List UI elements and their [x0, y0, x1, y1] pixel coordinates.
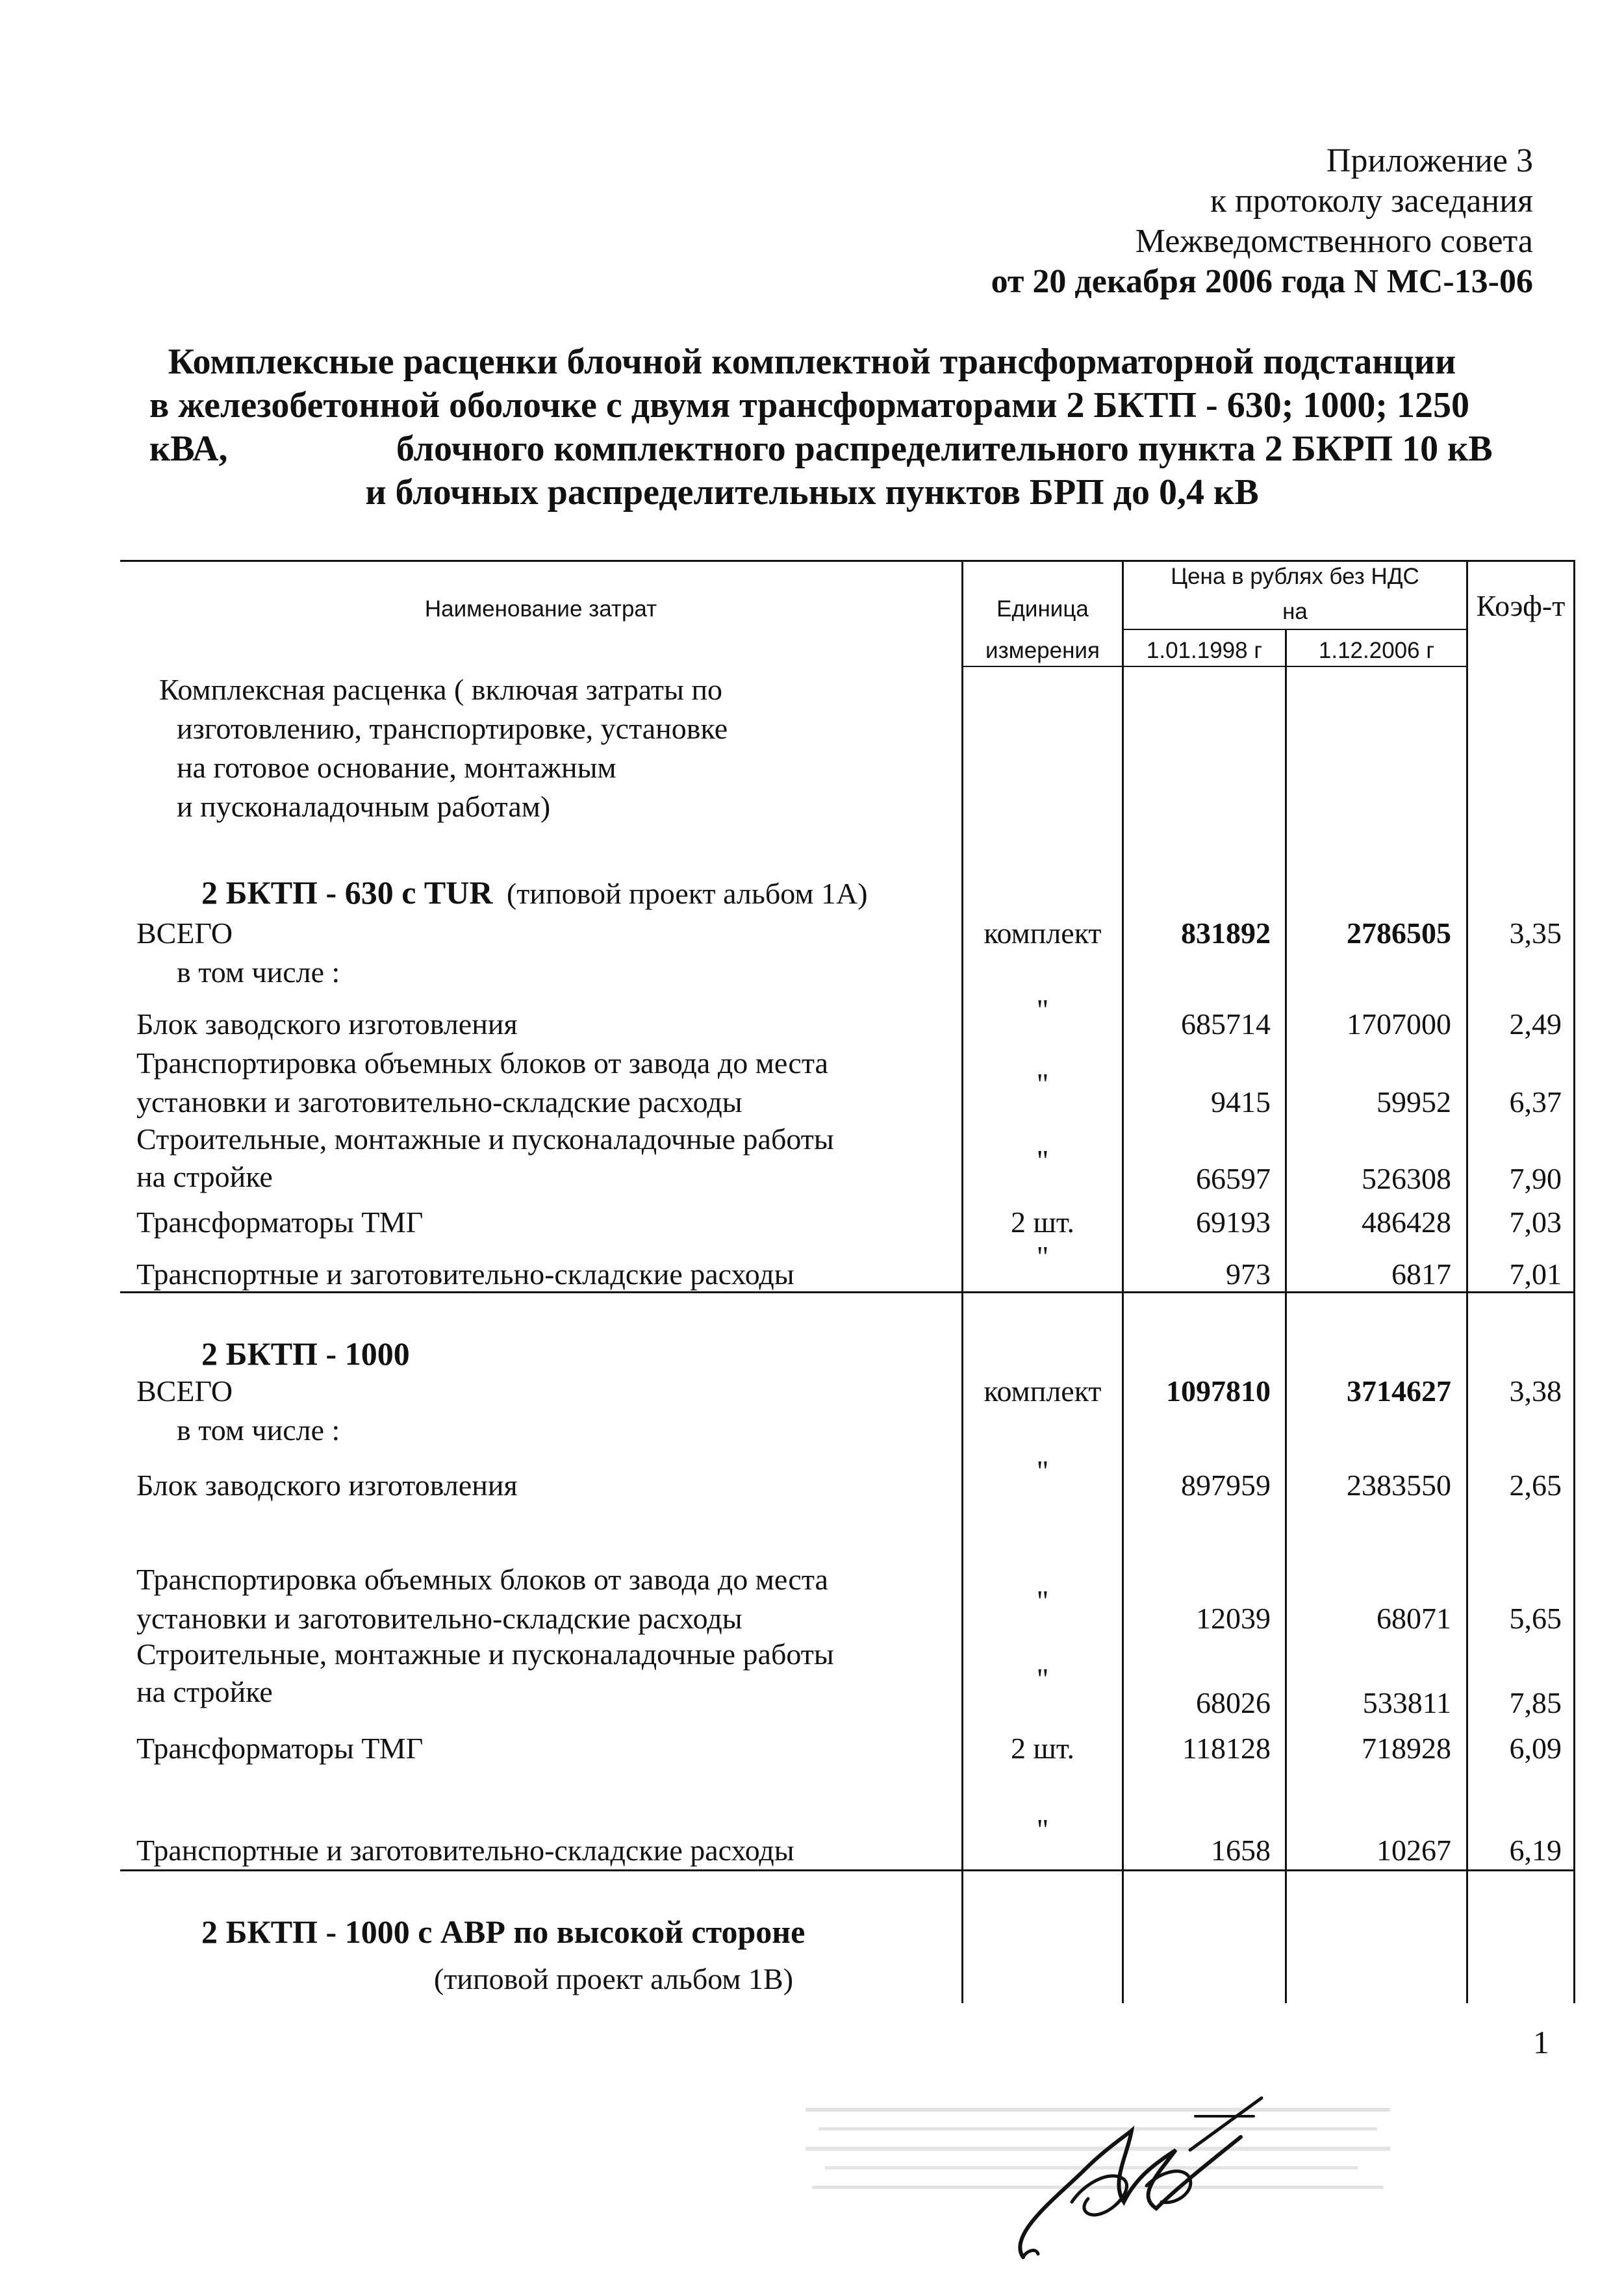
header-price-line1: Цена в рублях без НДС: [1171, 564, 1419, 589]
s2-row5-p2006: 10267: [1377, 1834, 1451, 1867]
s2-row1-unit: ": [1036, 1454, 1049, 1487]
header-price-line2: на: [1282, 599, 1308, 624]
section1-total-p1998: 831892: [1181, 917, 1271, 950]
s1-row1-unit: ": [1036, 993, 1049, 1026]
s2-row4-coef: 6,09: [1509, 1732, 1562, 1765]
s2-row3-name-line1: Строительные, монтажные и пусконаладочные работы: [136, 1638, 834, 1671]
s1-row4-p2006: 486428: [1362, 1206, 1451, 1239]
s2-row2-name-line2: установки и заготовительно-складские расходы: [136, 1602, 742, 1635]
section2-total-p1998: 1097810: [1166, 1374, 1271, 1408]
s2-row5-unit: ": [1036, 1813, 1049, 1846]
s1-row4-coef: 7,03: [1509, 1206, 1562, 1239]
s2-row2-coef: 5,65: [1509, 1602, 1562, 1635]
intro-line-2: изготовлению, транспортировке, установке: [177, 712, 728, 745]
page-number: 1: [1533, 2024, 1549, 2060]
header-name: Наименование затрат: [424, 596, 657, 622]
intro-line-3: на готовое основание, монтажным: [177, 751, 616, 784]
s2-row5-coef: 6,19: [1509, 1834, 1562, 1867]
s1-row5-name: Транспортные и заготовительно-складские расходы: [136, 1258, 794, 1291]
s2-row1-coef: 2,65: [1509, 1469, 1562, 1502]
table-top-border: [120, 560, 1575, 562]
s2-row1-p1998: 897959: [1181, 1469, 1271, 1502]
header-date-2006: 1.12.2006 г: [1318, 638, 1435, 663]
appendix-line-4: от 20 декабря 2006 года N МС-13-06: [991, 263, 1533, 300]
section2-total-p2006: 3714627: [1347, 1374, 1451, 1408]
s2-row4-p2006: 718928: [1362, 1732, 1451, 1765]
section3-subtitle: (типовой проект альбом 1В): [434, 1962, 794, 1995]
s1-row1-p1998: 685714: [1181, 1007, 1271, 1041]
title-line-2: в железобетонной оболочке с двумя трансформаторами 2 БКТП - 630; 1000; 1250: [149, 385, 1469, 425]
s2-row3-name-line2: на стройке: [136, 1675, 273, 1708]
s1-row2-name-line2: установки и заготовительно-складские расходы: [136, 1085, 742, 1119]
section1-heading: [201, 874, 868, 911]
section1-incl: в том числе :: [177, 955, 340, 989]
section2-incl: в том числе :: [177, 1413, 340, 1447]
title-line-3b: блочного комплектного распределительного пункта 2 БКРП 10 кВ: [396, 429, 1493, 469]
section2-total-coef: 3,38: [1509, 1374, 1562, 1408]
title-line-4: и блочных распределительных пунктов БРП до 0,4 кВ: [365, 472, 1259, 512]
s1-row2-p1998: 9415: [1211, 1085, 1271, 1119]
section1-subtitle: (типовой проект альбом 1А): [506, 877, 868, 910]
s1-row5-coef: 7,01: [1509, 1258, 1562, 1291]
s2-row5-name: Транспортные и заготовительно-складские расходы: [136, 1834, 794, 1867]
s2-row4-name: Трансформаторы ТМГ: [136, 1732, 424, 1765]
s1-row3-p2006: 526308: [1362, 1162, 1451, 1195]
s2-row3-p1998: 68026: [1196, 1686, 1271, 1719]
s1-row4-p1998: 69193: [1196, 1206, 1271, 1239]
s1-row2-coef: 6,37: [1509, 1085, 1562, 1119]
section3-title: 2 БКТП - 1000 с АВР по высокой стороне: [201, 1914, 806, 1950]
s1-row3-p1998: 66597: [1196, 1162, 1271, 1195]
intro-line-1: Комплексная расценка ( включая затраты по: [159, 673, 723, 706]
appendix-line-2: к протоколу заседания: [1210, 183, 1533, 220]
s1-row2-name-line1: Транспортировка объемных блоков от завода до места: [136, 1046, 828, 1080]
section2-total-unit: комплект: [983, 1374, 1102, 1408]
header-unit-line1: Единица: [996, 596, 1089, 622]
s2-row1-p2006: 2383550: [1347, 1469, 1451, 1502]
s1-row5-p2006: 6817: [1391, 1258, 1451, 1291]
header-date-1998: 1.01.1998 г: [1146, 638, 1263, 663]
s2-row2-name-line1: Транспортировка объемных блоков от завода до места: [136, 1563, 828, 1596]
signature-icon: [961, 2040, 1273, 2273]
intro-line-4: и пусконаладочным работам): [177, 790, 551, 823]
s1-row2-unit: ": [1036, 1067, 1049, 1100]
section2-title: 2 БКТП - 1000: [201, 1335, 410, 1372]
header-bottom-border: [961, 666, 1466, 667]
s1-row1-p2006: 1707000: [1347, 1007, 1451, 1041]
s1-row5-p1998: 973: [1226, 1258, 1271, 1291]
appendix-line-1: Приложение 3: [1326, 142, 1533, 179]
s1-row5-unit: ": [1036, 1240, 1049, 1273]
section1-total-p2006: 2786505: [1347, 917, 1451, 950]
section2-total-label: ВСЕГО: [136, 1374, 233, 1408]
s2-row3-p2006: 533811: [1362, 1686, 1451, 1719]
title-line-3a: кВА,: [149, 429, 228, 469]
title-line-1: Комплексные расценки блочной комплектной трансформаторной подстанции: [168, 342, 1456, 382]
s1-row1-coef: 2,49: [1509, 1007, 1562, 1041]
col-right-border: [1573, 560, 1575, 2003]
section1-total-unit: комплект: [983, 917, 1102, 950]
header-unit-line2: измерения: [985, 638, 1100, 663]
s1-row3-name-line1: Строительные, монтажные и пусконаладочные работы: [136, 1122, 834, 1156]
s2-row1-name: Блок заводского изготовления: [136, 1469, 518, 1502]
s1-row1-name: Блок заводского изготовления: [136, 1007, 518, 1041]
s1-row4-unit: 2 шт.: [1010, 1206, 1075, 1239]
s2-row2-p2006: 68071: [1377, 1602, 1451, 1635]
section1-total-label: ВСЕГО: [136, 917, 233, 950]
s2-row4-unit: 2 шт.: [1010, 1732, 1075, 1765]
s2-row4-p1998: 118128: [1182, 1732, 1271, 1765]
s2-row5-p1998: 1658: [1211, 1834, 1271, 1867]
s1-row4-name: Трансформаторы ТМГ: [136, 1206, 424, 1239]
header-coef: Коэф-т: [1476, 589, 1566, 622]
section1-bottom-border: [120, 1291, 1575, 1293]
col-divider-dates: [1285, 629, 1287, 2003]
section1-total-coef: 3,35: [1509, 917, 1562, 950]
appendix-line-3: Межведомственного совета: [1135, 223, 1533, 260]
s1-row3-unit: ": [1036, 1144, 1049, 1177]
s2-row2-p1998: 12039: [1196, 1602, 1271, 1635]
s1-row2-p2006: 59952: [1377, 1085, 1451, 1119]
price-header-divider: [1122, 629, 1466, 630]
col-divider-unit: [961, 560, 963, 2003]
s1-row3-coef: 7,90: [1509, 1162, 1562, 1195]
s1-row3-name-line2: на стройке: [136, 1160, 273, 1193]
s2-row2-unit: ": [1036, 1584, 1049, 1617]
s2-row3-unit: ": [1036, 1662, 1049, 1695]
section1-title: 2 БКТП - 630 с TUR: [201, 874, 493, 911]
section2-bottom-border: [120, 1869, 1575, 1871]
s2-row3-coef: 7,85: [1509, 1686, 1562, 1719]
